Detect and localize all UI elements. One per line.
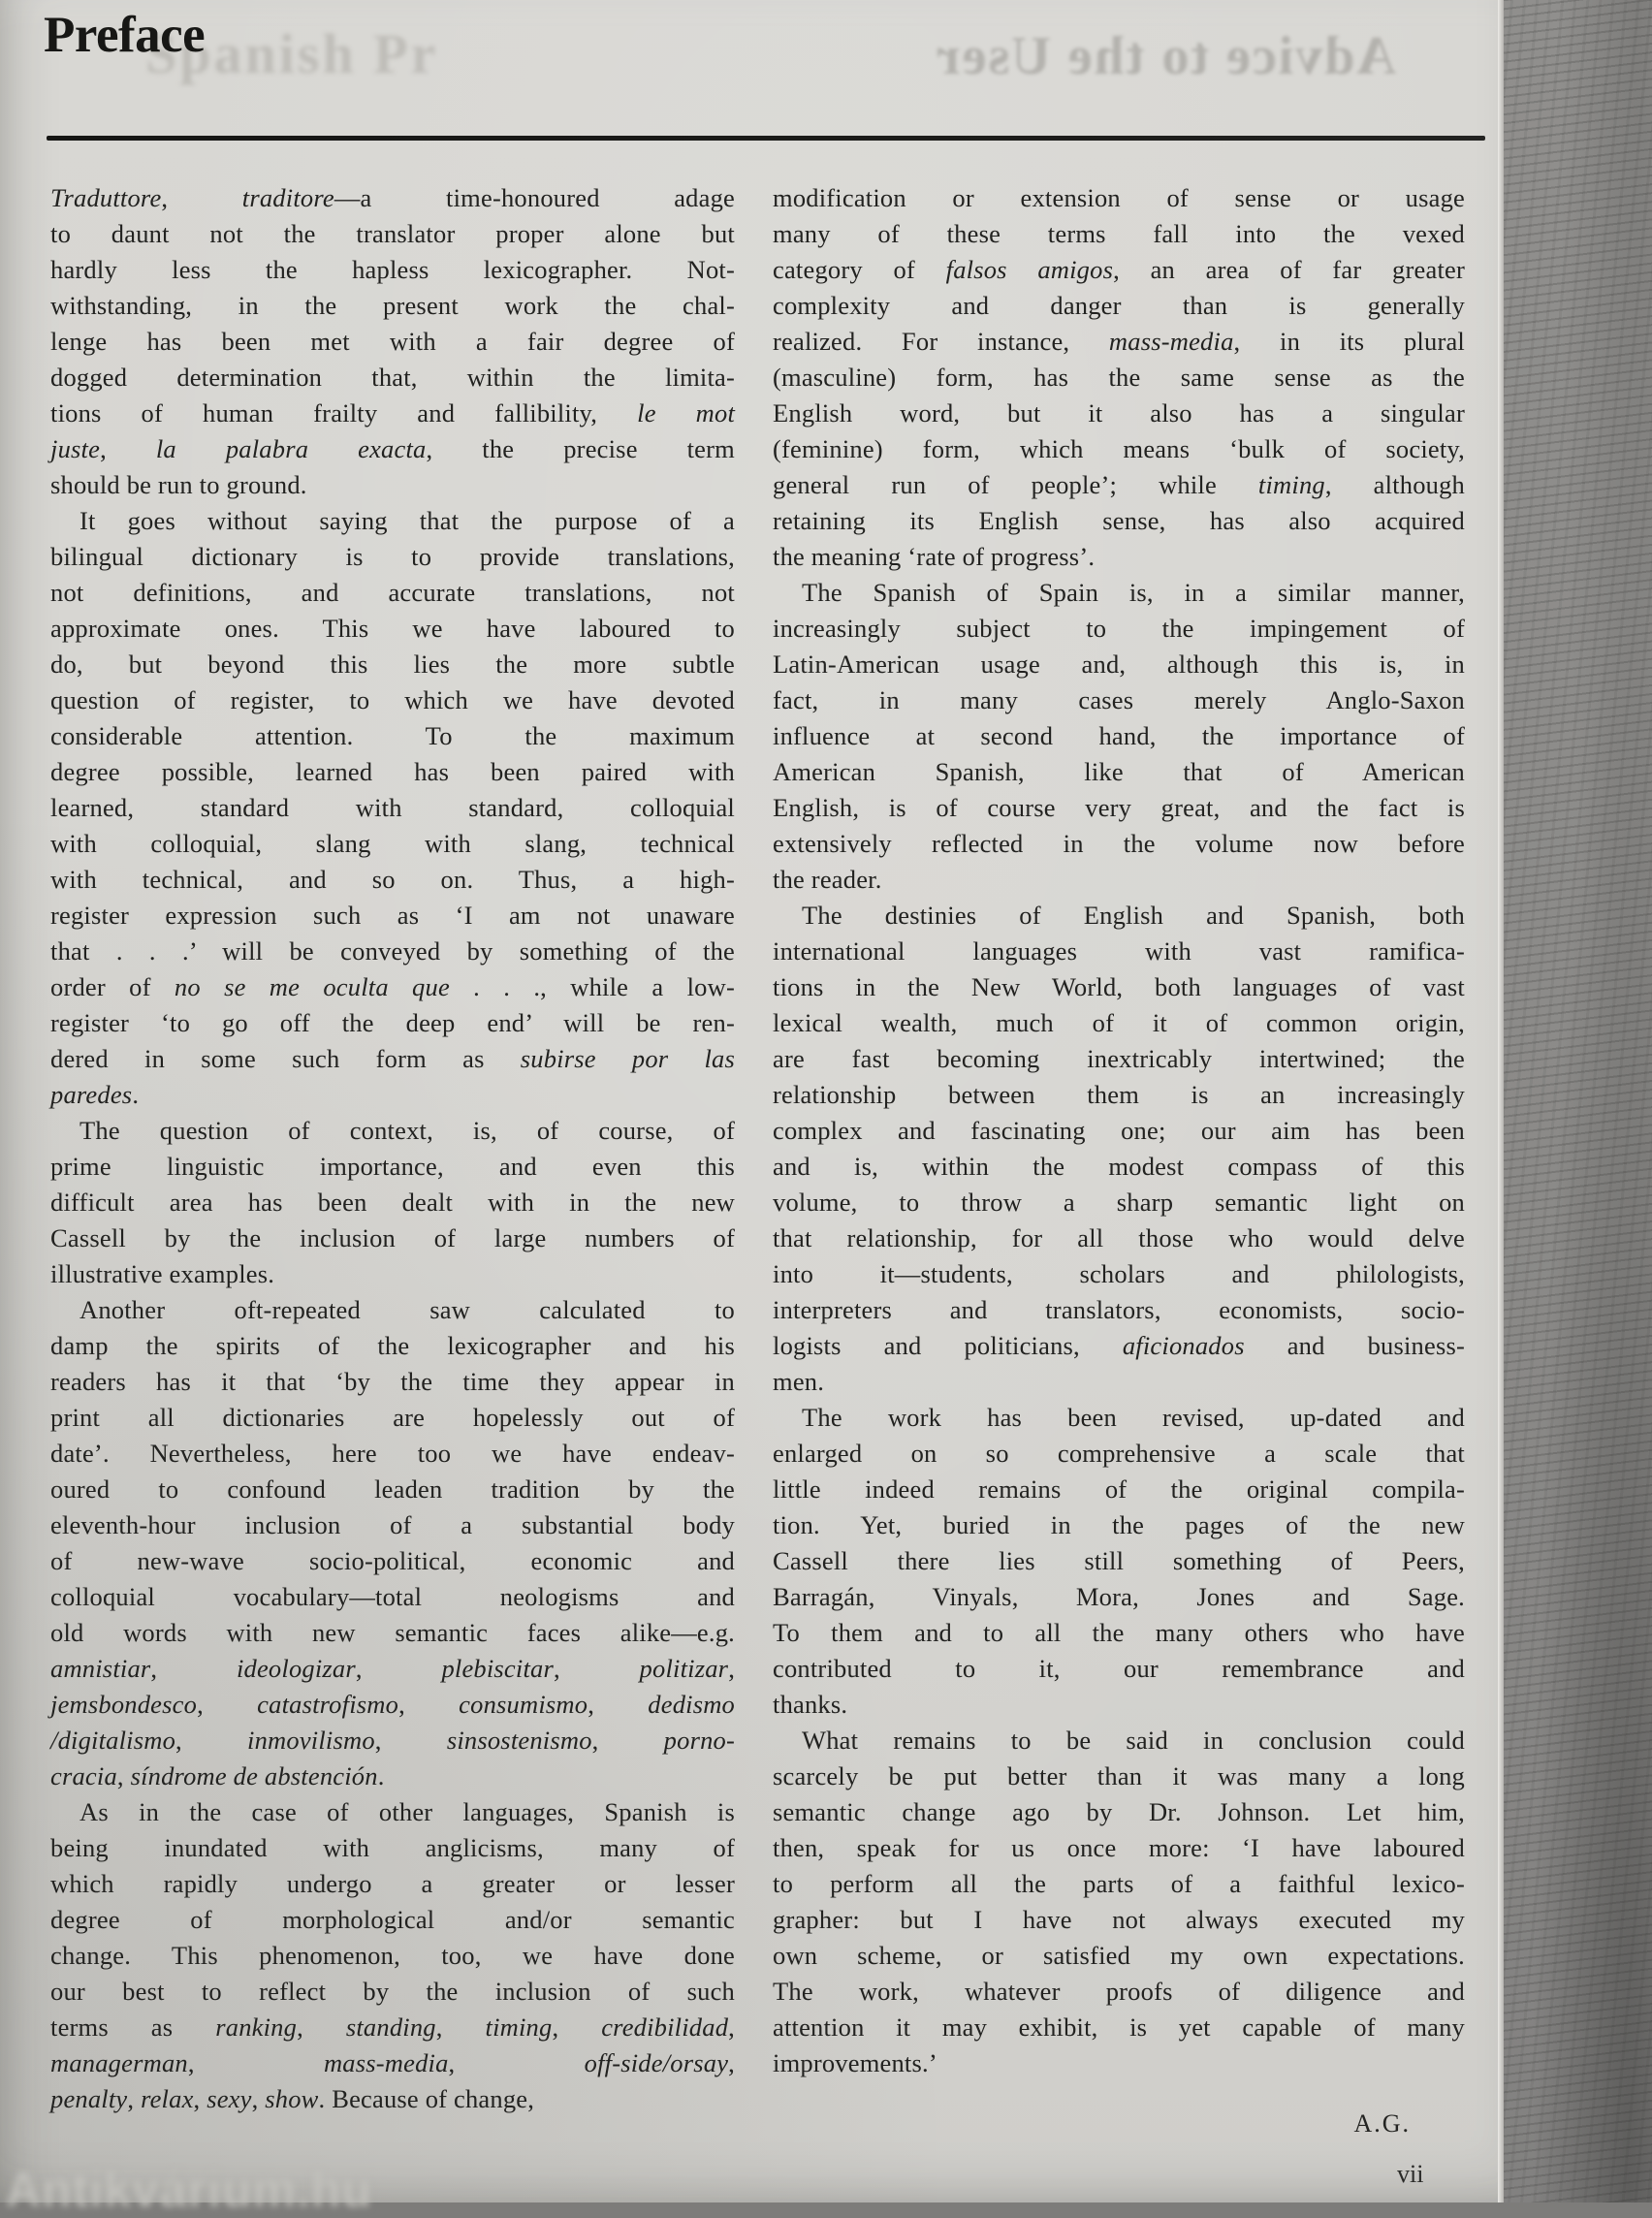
italic-term: show [265, 2084, 319, 2113]
text-line: general run of people’; while timing, although [773, 470, 1465, 499]
text-line: thanks. [773, 1690, 848, 1719]
text-line: question of register, to which we have devoted [50, 685, 735, 714]
text-line: cracia, síndrome de abstención. [50, 1761, 385, 1790]
text-line: scarcely be put better than it was many a long [773, 1761, 1465, 1790]
paragraph [773, 898, 1465, 1400]
text-line: attention it may exhibit, is yet capable of many [773, 2012, 1465, 2042]
text-line: American Spanish, like that of American [773, 757, 1465, 786]
italic-term: la palabra exacta [155, 434, 427, 463]
italic-term: relax [141, 2084, 194, 2113]
bleedthrough-text-faint: Spanish Pr [145, 22, 439, 85]
italic-term: amnistiar [50, 1654, 151, 1683]
italic-term: jemsbondesco [50, 1690, 198, 1719]
binding-cloth-edge [1498, 0, 1652, 2202]
text-line: The work, whatever proofs of diligence and [773, 1977, 1465, 2006]
text-line: penalty, relax, sexy, show. Because of change, [50, 2084, 535, 2113]
italic-term: catastrofismo [257, 1690, 399, 1719]
text-line: register expression such as ‘I am not unaware [50, 901, 735, 930]
text-line: As in the case of other languages, Spanish is [79, 1797, 735, 1826]
italic-term: standing [345, 2012, 436, 2042]
text-line: logists and politicians, aficionados and business- [773, 1331, 1466, 1360]
text-line: with technical, and so on. Thus, a high- [50, 865, 735, 894]
paragraph [50, 180, 735, 503]
italic-term: timing [485, 2012, 553, 2042]
text-line: that relationship, for all those who would delve [773, 1223, 1465, 1252]
text-line: enlarged on so comprehensive a scale that [773, 1439, 1465, 1468]
text-line: the reader. [773, 865, 882, 894]
text-line: tions of human frailty and fallibility, le mot [50, 398, 736, 428]
text-line: The destinies of English and Spanish, both [802, 901, 1465, 930]
text-line: to perform all the parts of a faithful lexico- [773, 1869, 1465, 1898]
text-line: The work has been revised, up-dated and [802, 1403, 1465, 1432]
text-line: do, but beyond this lies the more subtle [50, 650, 735, 679]
page-number: vii [1397, 2160, 1424, 2188]
text-line: modification or extension of sense or usage [773, 183, 1465, 212]
italic-term: sinsostenismo [446, 1726, 592, 1755]
text-line: (masculine) form, has the same sense as the [773, 363, 1465, 392]
text-line: It goes without saying that the purpose of a [79, 506, 735, 535]
text-line: little indeed remains of the original compila- [773, 1474, 1465, 1504]
text-line: and is, within the modest compass of this [773, 1152, 1465, 1181]
text-line: Barragán, Vinyals, Mora, Jones and Sage. [773, 1582, 1465, 1611]
text-line: improvements.’ [773, 2048, 937, 2077]
italic-term: /digitalismo [50, 1726, 176, 1755]
italic-term: le mot [637, 398, 736, 428]
text-line: are fast becoming inextricably intertwined; the [773, 1044, 1465, 1073]
italic-term: inmovilismo [247, 1726, 375, 1755]
left-text-column [50, 180, 735, 2117]
text-line: realized. For instance, mass-media, in its plural [773, 327, 1465, 356]
text-line: lenge has been met with a fair degree of [50, 327, 735, 356]
text-line: increasingly subject to the impingement of [773, 614, 1465, 643]
text-line: illustrative examples. [50, 1259, 275, 1288]
paragraph [50, 503, 735, 1113]
text-line: fact, in many cases merely Anglo-Saxon [773, 685, 1465, 714]
text-line: order of no se me oculta que . . ., while a low- [50, 972, 735, 1001]
text-line: Latin-American usage and, although this is, in [773, 650, 1465, 679]
text-line: contributed to it, our remembrance and [773, 1654, 1465, 1683]
italic-term: off-side/orsay [584, 2048, 729, 2077]
text-line: The question of context, is, of course, of [79, 1116, 735, 1145]
text-line: To them and to all the many others who have [773, 1618, 1465, 1647]
paragraph [50, 1113, 735, 1292]
text-line: being inundated with anglicisms, many of [50, 1833, 735, 1862]
text-line: degree of morphological and/or semantic [50, 1905, 735, 1934]
bleedthrough-text-mirrored: Advice to the User [934, 26, 1396, 86]
text-line: not definitions, and accurate translations, not [50, 578, 735, 607]
paragraph [773, 1723, 1465, 2081]
text-line: tions in the New World, both languages of vast [773, 972, 1465, 1001]
text-line: /digitalismo, inmovilismo, sinsostenismo, porno- [50, 1726, 736, 1755]
text-line: into it—students, scholars and philologists, [773, 1259, 1465, 1288]
italic-term: mass-media [1108, 327, 1234, 356]
text-line: the meaning ‘rate of progress’. [773, 542, 1096, 571]
paragraph [773, 180, 1465, 575]
italic-term: subirse por las [520, 1044, 735, 1073]
text-line: Cassell there lies still something of Peers, [773, 1546, 1465, 1575]
text-line: amnistiar, ideologizar, plebiscitar, politizar, [50, 1654, 736, 1683]
paper-edge-highlight [1498, 0, 1504, 2202]
text-line: international languages with vast ramifica- [773, 936, 1465, 966]
italic-term: aficionados [1122, 1331, 1245, 1360]
text-line: lexical wealth, much of it of common origin, [773, 1008, 1465, 1037]
text-line: terms as ranking, standing, timing, credibilidad, [50, 2012, 735, 2042]
text-line: then, speak for us once more: ‘I have laboured [773, 1833, 1465, 1862]
text-line: to daunt not the translator proper alone but [50, 219, 735, 248]
italic-term: juste [50, 434, 101, 463]
italic-term: sexy [206, 2084, 252, 2113]
text-line: print all dictionaries are hopelessly out of [50, 1403, 735, 1432]
text-line: Another oft-repeated saw calculated to [79, 1295, 735, 1324]
text-line: English, is of course very great, and the fact is [773, 793, 1465, 822]
text-line: managerman, mass-media, off-side/orsay, [50, 2048, 735, 2077]
text-line: oured to confound leaden tradition by the [50, 1474, 735, 1504]
italic-term: timing [1257, 470, 1325, 499]
text-line: many of these terms fall into the vexed [773, 219, 1465, 248]
text-line: The Spanish of Spain is, in a similar manner, [802, 578, 1465, 607]
text-line: influence at second hand, the importance of [773, 721, 1465, 750]
watermark-text: Antikvárium.hu [6, 2163, 372, 2217]
text-line: retaining its English sense, has also acquired [773, 506, 1465, 535]
author-initials: A.G. [1353, 2109, 1411, 2138]
italic-term: penalty [50, 2084, 128, 2113]
paragraph [50, 1794, 735, 2117]
italic-term: paredes [50, 1080, 133, 1109]
text-line: change. This phenomenon, too, we have done [50, 1941, 735, 1970]
italic-term: porno- [663, 1726, 736, 1755]
title-rule [47, 136, 1485, 141]
italic-term: cracia [50, 1761, 117, 1790]
text-line: learned, standard with standard, colloquial [50, 793, 735, 822]
text-line: prime linguistic importance, and even this [50, 1152, 735, 1181]
text-line: should be run to ground. [50, 470, 307, 499]
text-line: relationship between them is an increasingly [773, 1080, 1465, 1109]
text-line: paredes. [50, 1080, 140, 1109]
text-line: degree possible, learned has been paired with [50, 757, 735, 786]
text-line: complex and fascinating one; our aim has been [773, 1116, 1465, 1145]
italic-term: traditore [241, 183, 334, 212]
text-line: register ‘to go off the deep end’ will be ren- [50, 1008, 735, 1037]
paragraph [773, 1400, 1465, 1723]
text-line: juste, la palabra exacta, the precise term [50, 434, 735, 463]
text-line: English word, but it also has a singular [773, 398, 1465, 428]
text-line: (feminine) form, which means ‘bulk of society, [773, 434, 1465, 463]
text-line: dered in some such form as subirse por las [50, 1044, 735, 1073]
text-line: difficult area has been dealt with in the new [50, 1188, 735, 1217]
text-line: hardly less the hapless lexicographer. Not- [50, 255, 735, 284]
text-line: approximate ones. This we have laboured to [50, 614, 735, 643]
text-line: extensively reflected in the volume now before [773, 829, 1465, 858]
text-line: complexity and danger than is generally [773, 291, 1465, 320]
italic-term: ideologizar [236, 1654, 356, 1683]
italic-term: consumismo [459, 1690, 588, 1719]
text-line: Traduttore, traditore—a time-honoured adage [50, 183, 735, 212]
italic-term: Traduttore [50, 183, 162, 212]
italic-term: politizar [639, 1654, 729, 1683]
text-line: volume, to throw a sharp semantic light on [773, 1188, 1465, 1217]
italic-term: mass-media [323, 2048, 449, 2077]
text-line: men. [773, 1367, 825, 1396]
italic-term: dedismo [648, 1690, 736, 1719]
text-line: interpreters and translators, economists, socio- [773, 1295, 1465, 1324]
italic-term: falsos amigos [945, 255, 1114, 284]
text-line: colloquial vocabulary—total neologisms and [50, 1582, 735, 1611]
italic-term: ranking [215, 2012, 298, 2042]
text-line: bilingual dictionary is to provide translations, [50, 542, 735, 571]
text-line: grapher: but I have not always executed my [773, 1905, 1465, 1934]
text-line: old words with new semantic faces alike—e.g. [50, 1618, 735, 1647]
italic-term: plebiscitar [441, 1654, 554, 1683]
text-line: own scheme, or satisfied my own expectations. [773, 1941, 1465, 1970]
text-line: tion. Yet, buried in the pages of the new [773, 1510, 1465, 1539]
text-line: withstanding, in the present work the chal- [50, 291, 735, 320]
text-line: category of falsos amigos, an area of far greater [773, 255, 1465, 284]
text-line: semantic change ago by Dr. Johnson. Let him, [773, 1797, 1465, 1826]
text-line: which rapidly undergo a greater or lesser [50, 1869, 735, 1898]
italic-term: credibilidad [601, 2012, 729, 2042]
text-line: of new-wave socio-political, economic and [50, 1546, 735, 1575]
italic-term: managerman [50, 2048, 188, 2077]
text-line: Cassell by the inclusion of large numbers of [50, 1223, 735, 1252]
right-text-column [773, 180, 1465, 2081]
text-line: readers has it that ‘by the time they appear in [50, 1367, 735, 1396]
italic-term: no se me oculta que [174, 972, 450, 1001]
text-line: date’. Nevertheless, here too we have endeav- [50, 1439, 735, 1468]
paragraph [50, 1292, 735, 1794]
paragraph [773, 575, 1465, 898]
page-title: Preface [44, 7, 206, 63]
text-line: that . . .’ will be conveyed by something of the [50, 936, 735, 966]
text-line: What remains to be said in conclusion could [802, 1726, 1465, 1755]
text-line: damp the spirits of the lexicographer and his [50, 1331, 735, 1360]
text-line: our best to reflect by the inclusion of such [50, 1977, 735, 2006]
text-line: eleventh-hour inclusion of a substantial body [50, 1510, 735, 1539]
text-line: dogged determination that, within the limita- [50, 363, 735, 392]
italic-term: síndrome de abstención [130, 1761, 378, 1790]
text-line: considerable attention. To the maximum [50, 721, 735, 750]
text-line: jemsbondesco, catastrofismo, consumismo, dedismo [50, 1690, 736, 1719]
text-line: with colloquial, slang with slang, technical [50, 829, 735, 858]
